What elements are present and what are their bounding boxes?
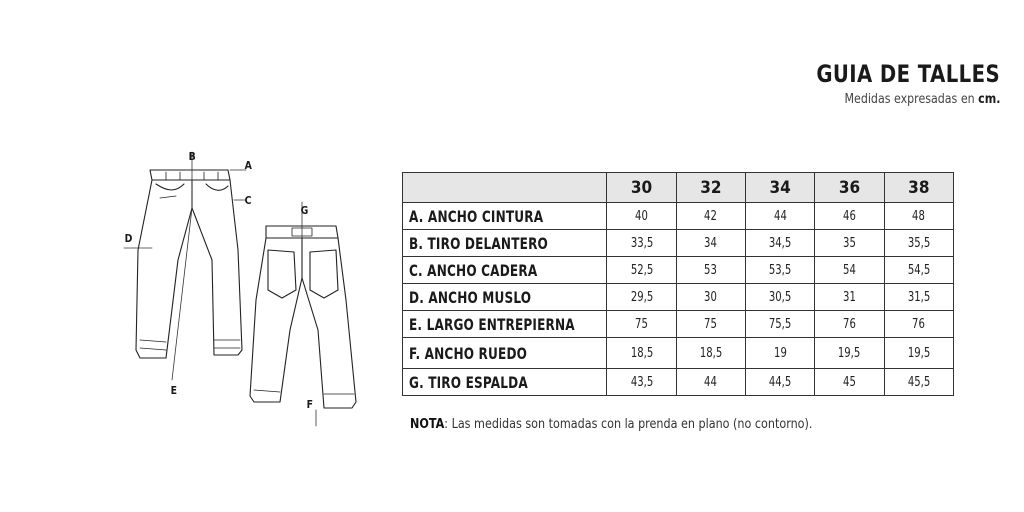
jeans-diagram bbox=[110, 140, 400, 430]
row-label: B. TIRO DELANTERO bbox=[403, 230, 607, 257]
table-cell: 31,5 bbox=[884, 284, 953, 311]
table-cell: 19,5 bbox=[815, 338, 884, 369]
table-cell: 34 bbox=[676, 230, 745, 257]
table-cell: 75 bbox=[607, 311, 676, 338]
size-header: 38 bbox=[884, 173, 953, 203]
marker-g: G bbox=[300, 204, 309, 217]
table-row bbox=[403, 311, 954, 338]
marker-f: F bbox=[306, 398, 313, 411]
table-cell: 76 bbox=[884, 311, 953, 338]
marker-e: E bbox=[170, 384, 177, 397]
table-cell: 48 bbox=[884, 203, 953, 230]
table-cell: 54 bbox=[815, 257, 884, 284]
table-row bbox=[403, 203, 954, 230]
page-title: GUIA DE TALLES bbox=[816, 60, 1000, 88]
table-cell: 53 bbox=[676, 257, 745, 284]
table-cell: 54,5 bbox=[884, 257, 953, 284]
table-cell: 40 bbox=[607, 203, 676, 230]
size-header: 34 bbox=[746, 173, 815, 203]
back-body bbox=[250, 238, 356, 408]
size-header: 36 bbox=[815, 173, 884, 203]
table-cell: 29,5 bbox=[607, 284, 676, 311]
table-cell: 46 bbox=[815, 203, 884, 230]
table-cell: 18,5 bbox=[676, 338, 745, 369]
table-cell: 42 bbox=[676, 203, 745, 230]
table-cell: 75 bbox=[676, 311, 745, 338]
table-cell: 35,5 bbox=[884, 230, 953, 257]
table-cell: 30 bbox=[676, 284, 745, 311]
table-row bbox=[403, 369, 954, 396]
marker-b: B bbox=[188, 150, 196, 163]
table-cell: 35 bbox=[815, 230, 884, 257]
table-row bbox=[403, 338, 954, 369]
back-pocket-right bbox=[310, 250, 338, 298]
note-text: : Las medidas son tomadas con la prenda en plano (no contorno). bbox=[444, 417, 813, 432]
back-pocket-left bbox=[268, 250, 296, 298]
table-cell: 19,5 bbox=[884, 338, 953, 369]
row-label: C. ANCHO CADERA bbox=[403, 257, 607, 284]
size-header: 30 bbox=[607, 173, 676, 203]
table-cell: 31 bbox=[815, 284, 884, 311]
table-row bbox=[403, 230, 954, 257]
jeans-illustration bbox=[110, 140, 400, 430]
table-cell: 45 bbox=[815, 369, 884, 396]
table-header-row bbox=[403, 173, 954, 203]
front-body bbox=[136, 180, 242, 358]
row-label: D. ANCHO MUSLO bbox=[403, 284, 607, 311]
row-label: E. LARGO ENTREPIERNA bbox=[403, 311, 607, 338]
marker-c: C bbox=[244, 194, 252, 207]
subtitle-text: Medidas expresadas en bbox=[844, 92, 975, 107]
row-label: A. ANCHO CINTURA bbox=[403, 203, 607, 230]
page-subtitle bbox=[844, 92, 1000, 107]
table-cell: 52,5 bbox=[607, 257, 676, 284]
row-label: G. TIRO ESPALDA bbox=[403, 369, 607, 396]
subtitle-unit: cm. bbox=[977, 92, 1000, 107]
row-label: F. ANCHO RUEDO bbox=[403, 338, 607, 369]
table-cell: 34,5 bbox=[746, 230, 815, 257]
table-cell: 30,5 bbox=[746, 284, 815, 311]
size-chart-table bbox=[402, 172, 954, 396]
table-cell: 33,5 bbox=[607, 230, 676, 257]
table-cell: 45,5 bbox=[884, 369, 953, 396]
header-blank-cell bbox=[403, 173, 607, 203]
table-cell: 18,5 bbox=[607, 338, 676, 369]
table-row bbox=[403, 284, 954, 311]
table-cell: 19 bbox=[746, 338, 815, 369]
marker-d: D bbox=[124, 232, 133, 245]
table-cell: 76 bbox=[815, 311, 884, 338]
table-row bbox=[403, 257, 954, 284]
size-header: 32 bbox=[676, 173, 745, 203]
marker-a: A bbox=[244, 159, 252, 172]
measurement-note bbox=[410, 417, 812, 432]
table-cell: 44 bbox=[746, 203, 815, 230]
table-cell: 53,5 bbox=[746, 257, 815, 284]
table-cell: 44 bbox=[676, 369, 745, 396]
table-cell: 43,5 bbox=[607, 369, 676, 396]
table-cell: 75,5 bbox=[746, 311, 815, 338]
note-prefix: NOTA bbox=[410, 417, 445, 432]
table-cell: 44,5 bbox=[746, 369, 815, 396]
